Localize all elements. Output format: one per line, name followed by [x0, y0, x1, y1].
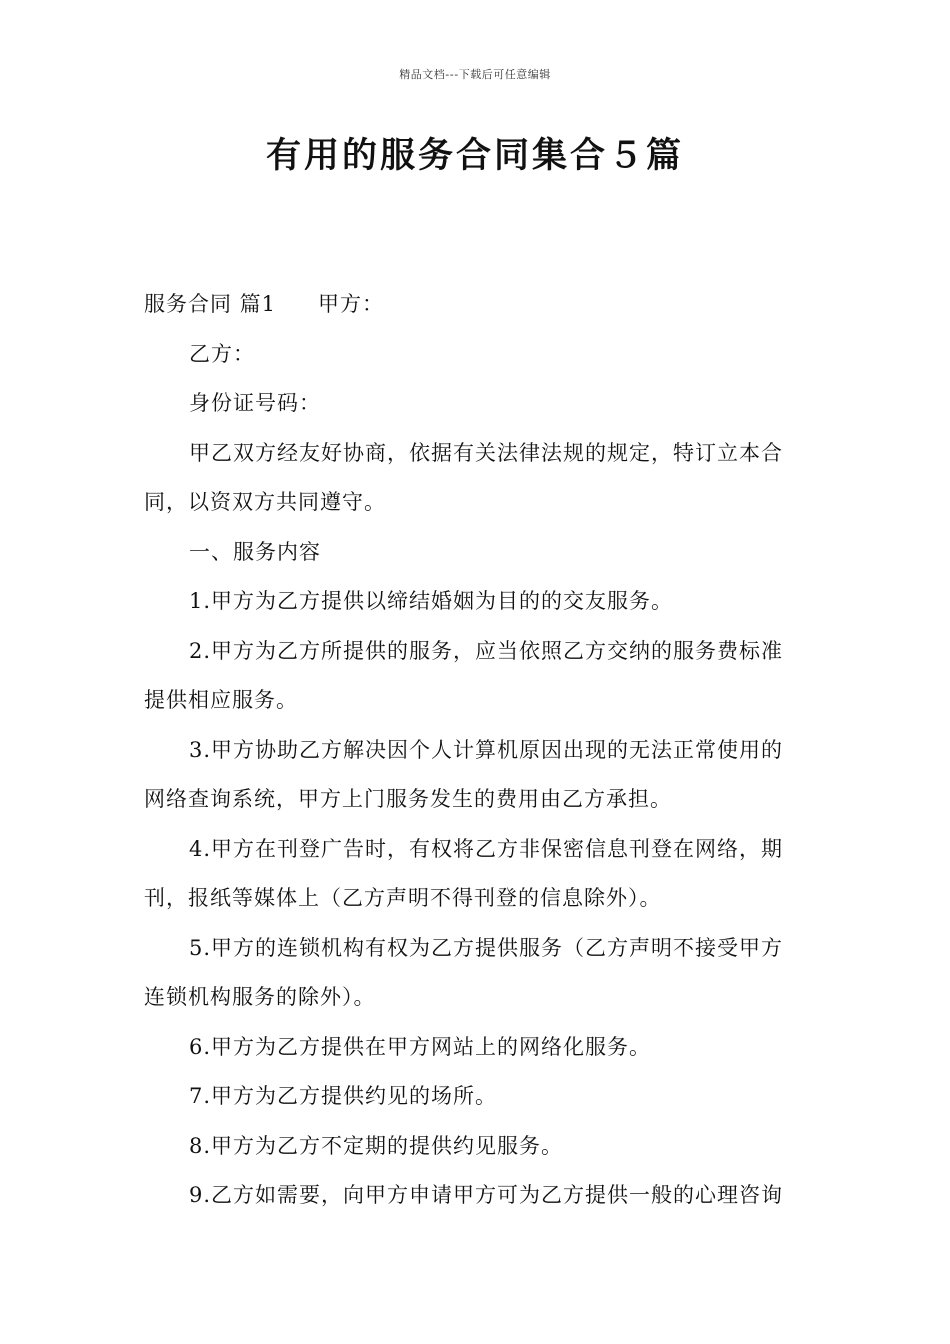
- intro-paragraph-line: 同，以资双方共同遵守。: [144, 490, 386, 514]
- list-item: 5.甲方的连锁机构有权为乙方提供服务（乙方声明不接受甲方: [189, 935, 784, 960]
- list-item: 9.乙方如需要，向甲方申请甲方可为乙方提供一般的心理咨询: [189, 1183, 784, 1207]
- clause-heading: 一、服务内容: [189, 539, 321, 564]
- id-number-label: 身份证号码：: [189, 391, 321, 415]
- list-item-continuation: 连锁机构服务的除外）。: [144, 985, 376, 1009]
- list-item: 2.甲方为乙方所提供的服务，应当依照乙方交纳的服务费标准: [189, 638, 784, 663]
- intro-paragraph-line: 甲乙双方经友好协商，依据有关法律法规的规定，特订立本合: [189, 440, 783, 465]
- list-item: 1.甲方为乙方提供以缔结婚姻为目的的交友服务。: [189, 589, 674, 613]
- header-note: 精品文档---下载后可任意编辑: [399, 68, 551, 81]
- document-body: [144, 280, 806, 1221]
- list-item-continuation: 刊，报纸等媒体上（乙方声明不得刊登的信息除外）。: [144, 886, 662, 910]
- list-item: 7.甲方为乙方提供约见的场所。: [189, 1084, 498, 1108]
- document-title: 有用的服务合同集合５篇: [265, 136, 684, 176]
- list-item: 6.甲方为乙方提供在甲方网站上的网络化服务。: [189, 1034, 652, 1059]
- list-item-continuation: 网络查询系统，甲方上门服务发生的费用由乙方承担。: [144, 787, 672, 811]
- party-b-label: 乙方：: [189, 341, 255, 366]
- party-a-label: 甲方：: [318, 292, 385, 316]
- list-item: 8.甲方为乙方不定期的提供约见服务。: [189, 1133, 564, 1158]
- section-heading: 服务合同 篇1: [144, 292, 277, 316]
- list-item: 4.甲方在刊登广告时，有权将乙方非保密信息刊登在网络，期: [189, 836, 784, 861]
- list-item: 3.甲方协助乙方解决因个人计算机原因出现的无法正常使用的: [189, 737, 784, 762]
- section-heading-line: [144, 280, 806, 330]
- list-item-continuation: 提供相应服务。: [144, 688, 298, 712]
